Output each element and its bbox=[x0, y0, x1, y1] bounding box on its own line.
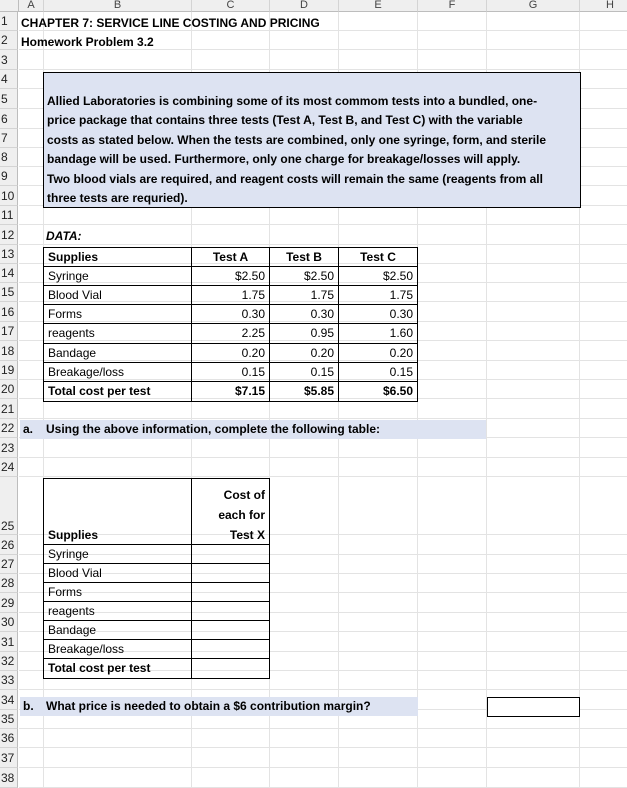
column-header-h[interactable]: H bbox=[580, 0, 627, 12]
row-header[interactable]: 15 bbox=[0, 283, 18, 302]
data-table-cell[interactable]: 0.15 bbox=[270, 363, 339, 382]
test-x-row-label[interactable]: Bandage bbox=[44, 621, 192, 640]
row-header[interactable]: 28 bbox=[0, 574, 18, 593]
row-header[interactable]: 23 bbox=[0, 438, 18, 458]
row-header[interactable]: 35 bbox=[0, 710, 18, 729]
row-header[interactable]: 31 bbox=[0, 632, 18, 652]
data-table-cell[interactable]: Forms bbox=[44, 305, 192, 324]
problem-statement-box bbox=[43, 72, 581, 208]
test-x-cost-input[interactable] bbox=[192, 640, 270, 659]
column-header-b[interactable]: B bbox=[44, 0, 192, 12]
row-header[interactable]: 18 bbox=[0, 341, 18, 361]
data-table-cell[interactable]: 0.15 bbox=[339, 363, 418, 382]
column-header-d[interactable]: D bbox=[270, 0, 339, 12]
test-x-cost-input[interactable] bbox=[192, 564, 270, 583]
problem-line: bandage will be used. Furthermore, only one charge for breakage/losses will apply. bbox=[47, 152, 521, 167]
row-header[interactable]: 36 bbox=[0, 729, 18, 748]
row-header[interactable]: 19 bbox=[0, 361, 18, 380]
row-header[interactable]: 37 bbox=[0, 748, 18, 768]
problem-line: Allied Laboratories is combining some of its most commom tests into a bundled, one- bbox=[47, 94, 538, 108]
test-x-table bbox=[43, 478, 270, 679]
test-x-cost-header bbox=[192, 479, 270, 545]
row-header[interactable]: 13 bbox=[0, 245, 18, 264]
row-header[interactable]: 34 bbox=[0, 690, 18, 710]
test-x-supplies-header: Supplies bbox=[48, 528, 99, 542]
data-table-cell[interactable]: $2.50 bbox=[270, 267, 339, 286]
row-header[interactable]: 16 bbox=[0, 302, 18, 322]
data-table-total[interactable]: $7.15 bbox=[192, 382, 270, 402]
test-x-row-label[interactable]: reagents bbox=[44, 602, 192, 621]
data-table bbox=[43, 247, 418, 402]
column-header-f[interactable]: F bbox=[418, 0, 487, 12]
select-all-corner[interactable] bbox=[0, 0, 19, 12]
row-header[interactable]: 27 bbox=[0, 555, 18, 574]
gridline bbox=[19, 767, 627, 768]
problem-line: price package that contains three tests (Test A, Test B, and Test C) with the variable bbox=[47, 113, 523, 128]
gridline bbox=[19, 224, 627, 225]
row-header[interactable]: 8 bbox=[0, 148, 18, 167]
test-x-header-supplies-cell bbox=[44, 479, 192, 545]
row-header[interactable]: 29 bbox=[0, 593, 18, 613]
data-table-cell[interactable]: Syringe bbox=[44, 267, 192, 286]
test-x-cost-input[interactable] bbox=[192, 621, 270, 640]
data-table-cell[interactable]: Breakage/loss bbox=[44, 363, 192, 382]
row-header[interactable]: 22 bbox=[0, 419, 18, 438]
row-header[interactable]: 2 bbox=[0, 31, 18, 50]
data-table-cell[interactable]: 0.20 bbox=[192, 344, 270, 363]
gridline bbox=[19, 457, 627, 458]
row-header[interactable]: 33 bbox=[0, 671, 18, 690]
row-header[interactable]: 12 bbox=[0, 225, 18, 245]
data-table-total[interactable]: $5.85 bbox=[270, 382, 339, 402]
row-header[interactable]: 24 bbox=[0, 458, 18, 477]
test-x-total-input[interactable] bbox=[192, 659, 270, 679]
gridline bbox=[19, 418, 627, 419]
part-b-question: What price is needed to obtain a $6 contribution margin? bbox=[46, 699, 371, 713]
problem-statement-text bbox=[47, 92, 546, 208]
data-table-cell[interactable]: 1.60 bbox=[339, 324, 418, 344]
row-header[interactable]: 25 bbox=[0, 477, 18, 535]
problem-line: Two blood vials are required, and reagent costs will remain the same (reagents from all bbox=[47, 171, 543, 186]
data-table-cell[interactable]: Blood Vial bbox=[44, 286, 192, 305]
test-x-row-label[interactable]: Forms bbox=[44, 583, 192, 602]
test-x-row-label[interactable]: Syringe bbox=[44, 545, 192, 564]
column-header-e[interactable]: E bbox=[339, 0, 418, 12]
data-table-total[interactable]: $6.50 bbox=[339, 382, 418, 402]
row-header[interactable]: 11 bbox=[0, 206, 18, 225]
column-header-a[interactable]: A bbox=[19, 0, 44, 12]
data-table-header: Test A bbox=[192, 248, 270, 267]
data-table-cell[interactable]: 0.30 bbox=[270, 305, 339, 324]
data-table-header: Supplies bbox=[44, 248, 192, 267]
row-header[interactable]: 6 bbox=[0, 109, 18, 129]
part-b-letter: b. bbox=[23, 699, 34, 713]
row-header[interactable]: 30 bbox=[0, 613, 18, 632]
data-table-cell[interactable]: 1.75 bbox=[270, 286, 339, 305]
row-header[interactable]: 32 bbox=[0, 652, 18, 671]
row-header[interactable]: 9 bbox=[0, 167, 18, 186]
test-x-header-line: Cost of bbox=[223, 488, 265, 502]
part-b-answer-input[interactable] bbox=[487, 697, 580, 717]
test-x-row-label[interactable]: Blood Vial bbox=[44, 564, 192, 583]
test-x-cost-input[interactable] bbox=[192, 545, 270, 564]
data-table-cell[interactable]: reagents bbox=[44, 324, 192, 344]
row-header[interactable]: 21 bbox=[0, 399, 18, 419]
part-a-question: Using the above information, complete the following table: bbox=[46, 422, 381, 436]
row-header[interactable]: 1 bbox=[0, 12, 18, 31]
gridline bbox=[19, 689, 627, 690]
test-x-header-line: Test X bbox=[229, 528, 265, 542]
data-table-cell[interactable]: 0.95 bbox=[270, 324, 339, 344]
data-table-header: Test C bbox=[339, 248, 418, 267]
data-table-cell[interactable]: $2.50 bbox=[192, 267, 270, 286]
test-x-cost-input[interactable] bbox=[192, 583, 270, 602]
row-header[interactable]: 7 bbox=[0, 129, 18, 148]
data-table-cell[interactable]: 1.75 bbox=[192, 286, 270, 305]
row-header[interactable]: 3 bbox=[0, 50, 18, 70]
data-table-cell[interactable]: $2.50 bbox=[339, 267, 418, 286]
test-x-cost-input[interactable] bbox=[192, 602, 270, 621]
data-table-cell[interactable]: 0.20 bbox=[339, 344, 418, 363]
data-table-cell[interactable]: 2.25 bbox=[192, 324, 270, 344]
test-x-total-label[interactable]: Total cost per test bbox=[44, 659, 192, 679]
row-header[interactable]: 10 bbox=[0, 186, 18, 206]
problem-line: three tests are requried). bbox=[47, 191, 188, 206]
row-header[interactable]: 4 bbox=[0, 70, 18, 89]
part-a-letter: a. bbox=[23, 422, 34, 436]
data-table-cell[interactable]: 0.30 bbox=[192, 305, 270, 324]
gridline bbox=[19, 244, 627, 245]
data-table-cell[interactable]: 0.20 bbox=[270, 344, 339, 363]
data-table-cell[interactable]: 0.15 bbox=[192, 363, 270, 382]
gridline bbox=[19, 728, 627, 729]
sheet-subtitle: Homework Problem 3.2 bbox=[21, 35, 154, 49]
row-header[interactable]: 5 bbox=[0, 89, 18, 109]
gridline bbox=[19, 69, 627, 70]
test-x-header-line: each for bbox=[218, 508, 265, 522]
column-header-g[interactable]: G bbox=[487, 0, 580, 12]
sheet-title: CHAPTER 7: SERVICE LINE COSTING AND PRICING bbox=[21, 16, 320, 30]
row-header[interactable]: 17 bbox=[0, 322, 18, 341]
column-header-c[interactable]: C bbox=[192, 0, 270, 12]
row-header[interactable]: 26 bbox=[0, 535, 18, 555]
data-table-cell[interactable]: 0.30 bbox=[339, 305, 418, 324]
row-header[interactable]: 38 bbox=[0, 768, 18, 788]
gridline bbox=[19, 747, 627, 748]
data-label: DATA: bbox=[46, 229, 82, 243]
data-table-total-label[interactable]: Total cost per test bbox=[44, 382, 192, 402]
problem-line: costs as stated below. When the tests are combined, only one syringe, form, and sterile bbox=[47, 132, 547, 147]
data-table-header: Test B bbox=[270, 248, 339, 267]
data-table-cell[interactable]: 1.75 bbox=[339, 286, 418, 305]
row-header[interactable]: 20 bbox=[0, 380, 18, 399]
data-table-cell[interactable]: Bandage bbox=[44, 344, 192, 363]
row-header[interactable]: 14 bbox=[0, 264, 18, 283]
test-x-row-label[interactable]: Breakage/loss bbox=[44, 640, 192, 659]
gridline bbox=[19, 476, 627, 477]
